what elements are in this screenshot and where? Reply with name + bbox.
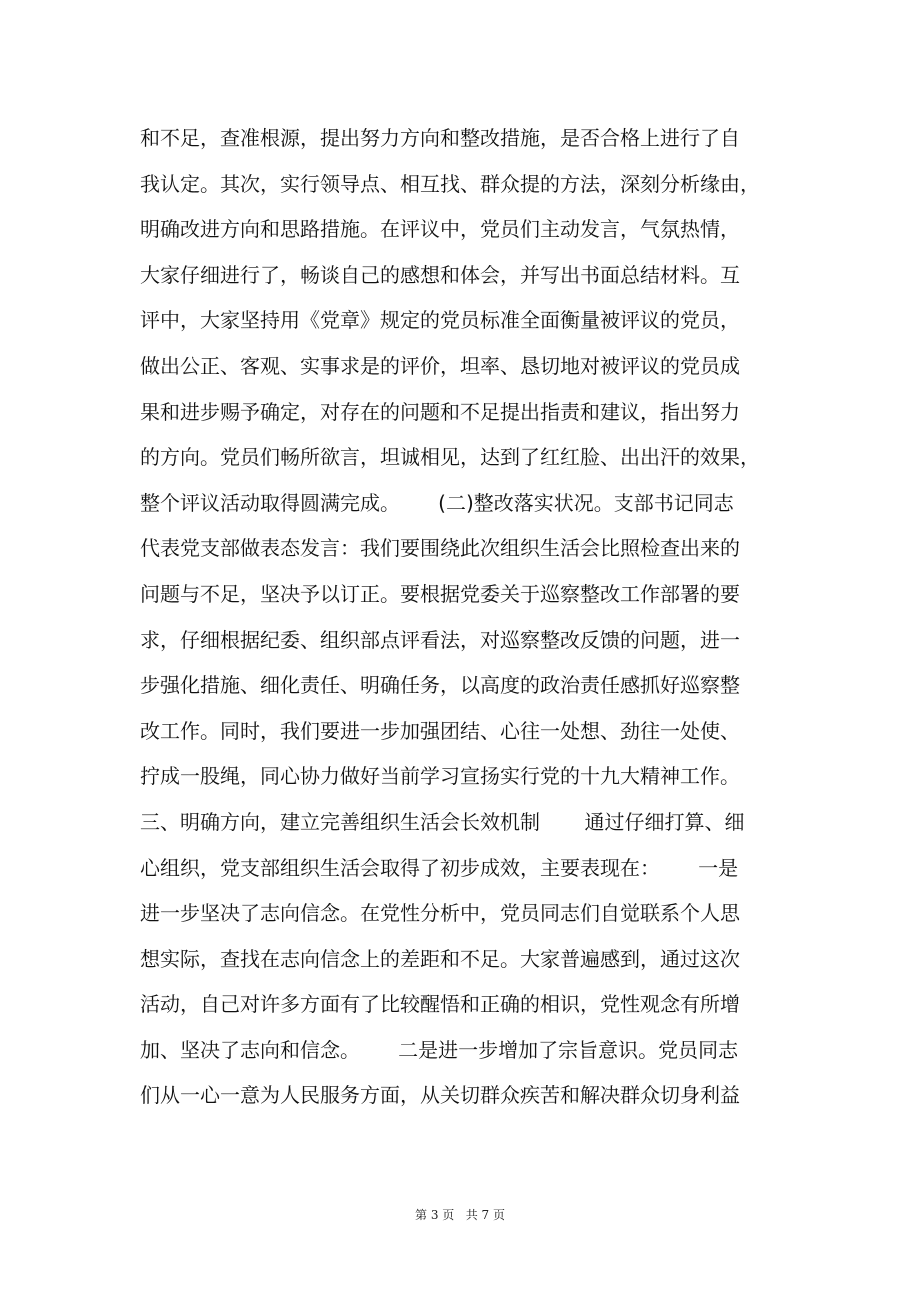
text-line: 想实际，查找在志向信念上的差距和不足。大家普遍感到，通过这次 bbox=[140, 946, 740, 971]
text-line: 代表党支部做表态发言：我们要围绕此次组织生活会比照检查出来的 bbox=[140, 536, 740, 561]
text-line: 评中，大家坚持用《党章》规定的党员标准全面衡量被评议的党员， bbox=[140, 308, 740, 333]
text-line: 的方向。党员们畅所欲言，坦诚相见，达到了红红脸、出出汗的效果， bbox=[140, 445, 760, 470]
text-line: 果和进步赐予确定，对存在的问题和不足提出指责和建议，指出努力 bbox=[140, 399, 740, 424]
text-line: 大家仔细进行了，畅谈自己的感想和体会，并写出书面总结材料。互 bbox=[140, 262, 740, 287]
text-line: 问题与不足，坚决予以订正。要根据党委关于巡察整改工作部署的要 bbox=[140, 581, 740, 606]
body-text bbox=[140, 116, 785, 1119]
text-line: 加、坚决了志向和信念。 二是进一步增加了宗旨意识。党员同志 bbox=[140, 1037, 739, 1062]
text-line: 进一步坚决了志向信念。在党性分析中，党员同志们自觉联系个人思 bbox=[140, 901, 740, 926]
text-line: 求，仔细根据纪委、组织部点评看法，对巡察整改反馈的问题，进一 bbox=[140, 627, 740, 652]
text-line: 心组织，党支部组织生活会取得了初步成效，主要表现在： 一是 bbox=[140, 855, 739, 880]
text-line: 明确改进方向和思路措施。在评议中，党员们主动发言，气氛热情， bbox=[140, 217, 740, 242]
text-line: 步强化措施、细化责任、明确任务，以高度的政治责任感抓好巡察整 bbox=[140, 673, 740, 698]
text-line: 三、明确方向，建立完善组织生活会长效机制 通过仔细打算、细 bbox=[140, 809, 745, 834]
text-line: 活动，自己对许多方面有了比较醒悟和正确的相识，党性观念有所增 bbox=[140, 992, 740, 1017]
text-line: 们从一心一意为人民服务方面，从关切群众疾苦和解决群众切身利益 bbox=[140, 1083, 740, 1108]
text-line: 拧成一股绳，同心协力做好当前学习宣扬实行党的十九大精神工作。 bbox=[140, 764, 740, 789]
page-number-footer: 第 3 页 共 7 页 bbox=[415, 1208, 505, 1222]
text-line: 我认定。其次，实行领导点、相互找、群众提的方法，深刻分析缘由， bbox=[140, 171, 760, 196]
text-line: 和不足，查准根源，提出努力方向和整改措施，是否合格上进行了自 bbox=[140, 126, 740, 150]
text-line: 做出公正、客观、实事求是的评价，坦率、恳切地对被评议的党员成 bbox=[140, 353, 740, 378]
text-line: 整个评议活动取得圆满完成。 (二)整改落实状况。支部书记同志 bbox=[140, 490, 734, 515]
text-line: 改工作。同时，我们要进一步加强团结、心往一处想、劲往一处使、 bbox=[140, 718, 740, 743]
